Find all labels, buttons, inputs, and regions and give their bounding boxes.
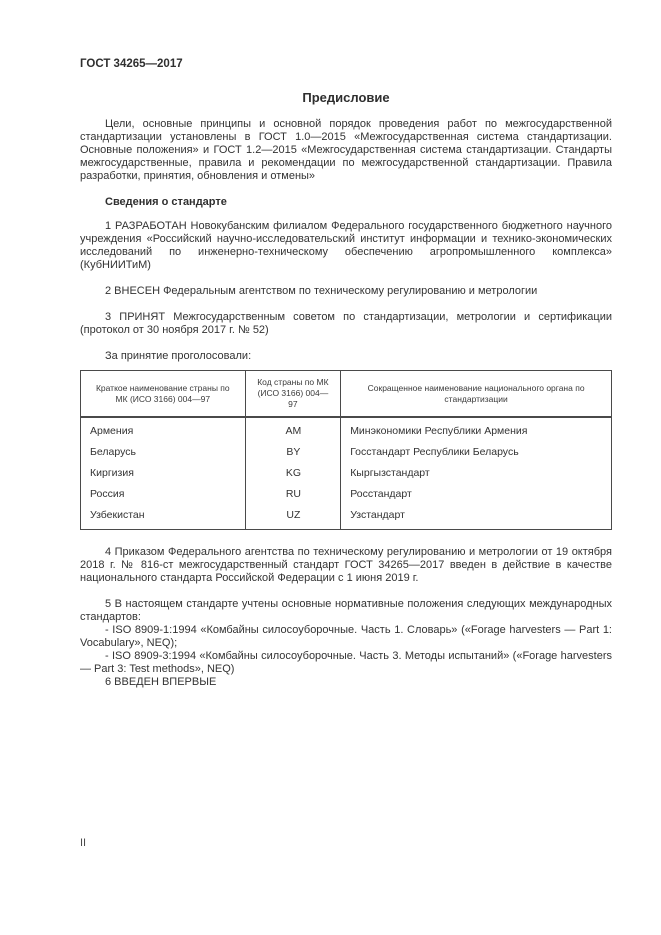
country-cell: Беларусь [81,442,246,463]
intro-paragraph: Цели, основные принципы и основной порядок проведения работ по межгосударственной стандартизации установлены в ГОСТ 1.0—2015 «Межгосударственная система стандартизации. Основные положения» и ГОСТ 1.2—2015 «Межгосударственная система стандартизации. Стандарты межгосударственные, правила и рекомендации по межгосударственной стандартизации. Правила разработки, принятия, обновления и отмены» [80,118,612,182]
org-cell: Узстандарт [341,505,612,530]
vote-intro: За принятие проголосовали: [105,350,252,362]
column-header-country: Краткое наименование страны по МК (ИСО 3166) 004—97 [81,371,246,418]
item-5-list-1: - ISO 8909-1:1994 «Комбайны силосоуборочные. Часть 1. Словарь» («Forage harvesters — Part 1: Vocabulary», NEQ); [80,624,612,649]
country-cell: Узбекистан [81,505,246,530]
code-cell: RU [245,484,341,505]
table-row [81,463,612,484]
column-header-org: Сокращенное наименование национального органа по стандартизации [341,371,612,418]
page-content [80,58,612,702]
item-5-list-2: - ISO 8909-3:1994 «Комбайны силосоуборочные. Часть 3. Методы испытаний» («Forage harvesters — Part 3: Test methods», NEQ) [80,650,612,675]
doc-number: ГОСТ 34265—2017 [80,58,183,70]
voting-table [80,370,612,530]
item-5-intro: 5 В настоящем стандарте учтены основные нормативные положения следующих международных стандартов: [80,598,612,623]
page-title: Предисловие [302,90,390,105]
table-row [81,484,612,505]
table-header-row [81,371,612,418]
country-cell: Россия [81,484,246,505]
item-4-order: 4 Приказом Федерального агентства по техническому регулированию и метрологии от 19 октября 2018 г. № 816-ст межгосударственный стандарт ГОСТ 34265—2017 введен в действие в качестве национального стандарта Российской Федерации с 1 июня 2019 г. [80,546,612,584]
code-cell: BY [245,442,341,463]
country-cell: Киргизия [81,463,246,484]
code-cell: KG [245,463,341,484]
code-cell: AM [245,417,341,442]
table-row [81,417,612,442]
table-row [81,505,612,530]
column-header-code: Код страны по МК (ИСО 3166) 004—97 [245,371,341,418]
info-heading: Сведения о стандарте [105,196,227,208]
country-cell: Армения [81,417,246,442]
org-cell: Минэкономики Республики Армения [341,417,612,442]
page-number: II [80,837,87,849]
org-cell: Госстандарт Республики Беларусь [341,442,612,463]
org-cell: Кыргызстандарт [341,463,612,484]
item-1-developed: 1 РАЗРАБОТАН Новокубанским филиалом Федерального государственного бюджетного научного учреждения «Российский научно-исследовательский институт информации и технико-экономических исследований по инженерно-техническому обеспечению агропромышленного комплекса» (КубНИИТиМ) [80,220,612,271]
code-cell: UZ [245,505,341,530]
item-3-adopted: 3 ПРИНЯТ Межгосударственным советом по стандартизации, метрологии и сертификации (протокол от 30 ноября 2017 г. № 52) [80,311,612,336]
table-row [81,442,612,463]
item-6-first-time: 6 ВВЕДЕН ВПЕРВЫЕ [105,676,217,688]
org-cell: Росстандарт [341,484,612,505]
item-2-submitted: 2 ВНЕСЕН Федеральным агентством по техническому регулированию и метрологии [105,285,538,297]
